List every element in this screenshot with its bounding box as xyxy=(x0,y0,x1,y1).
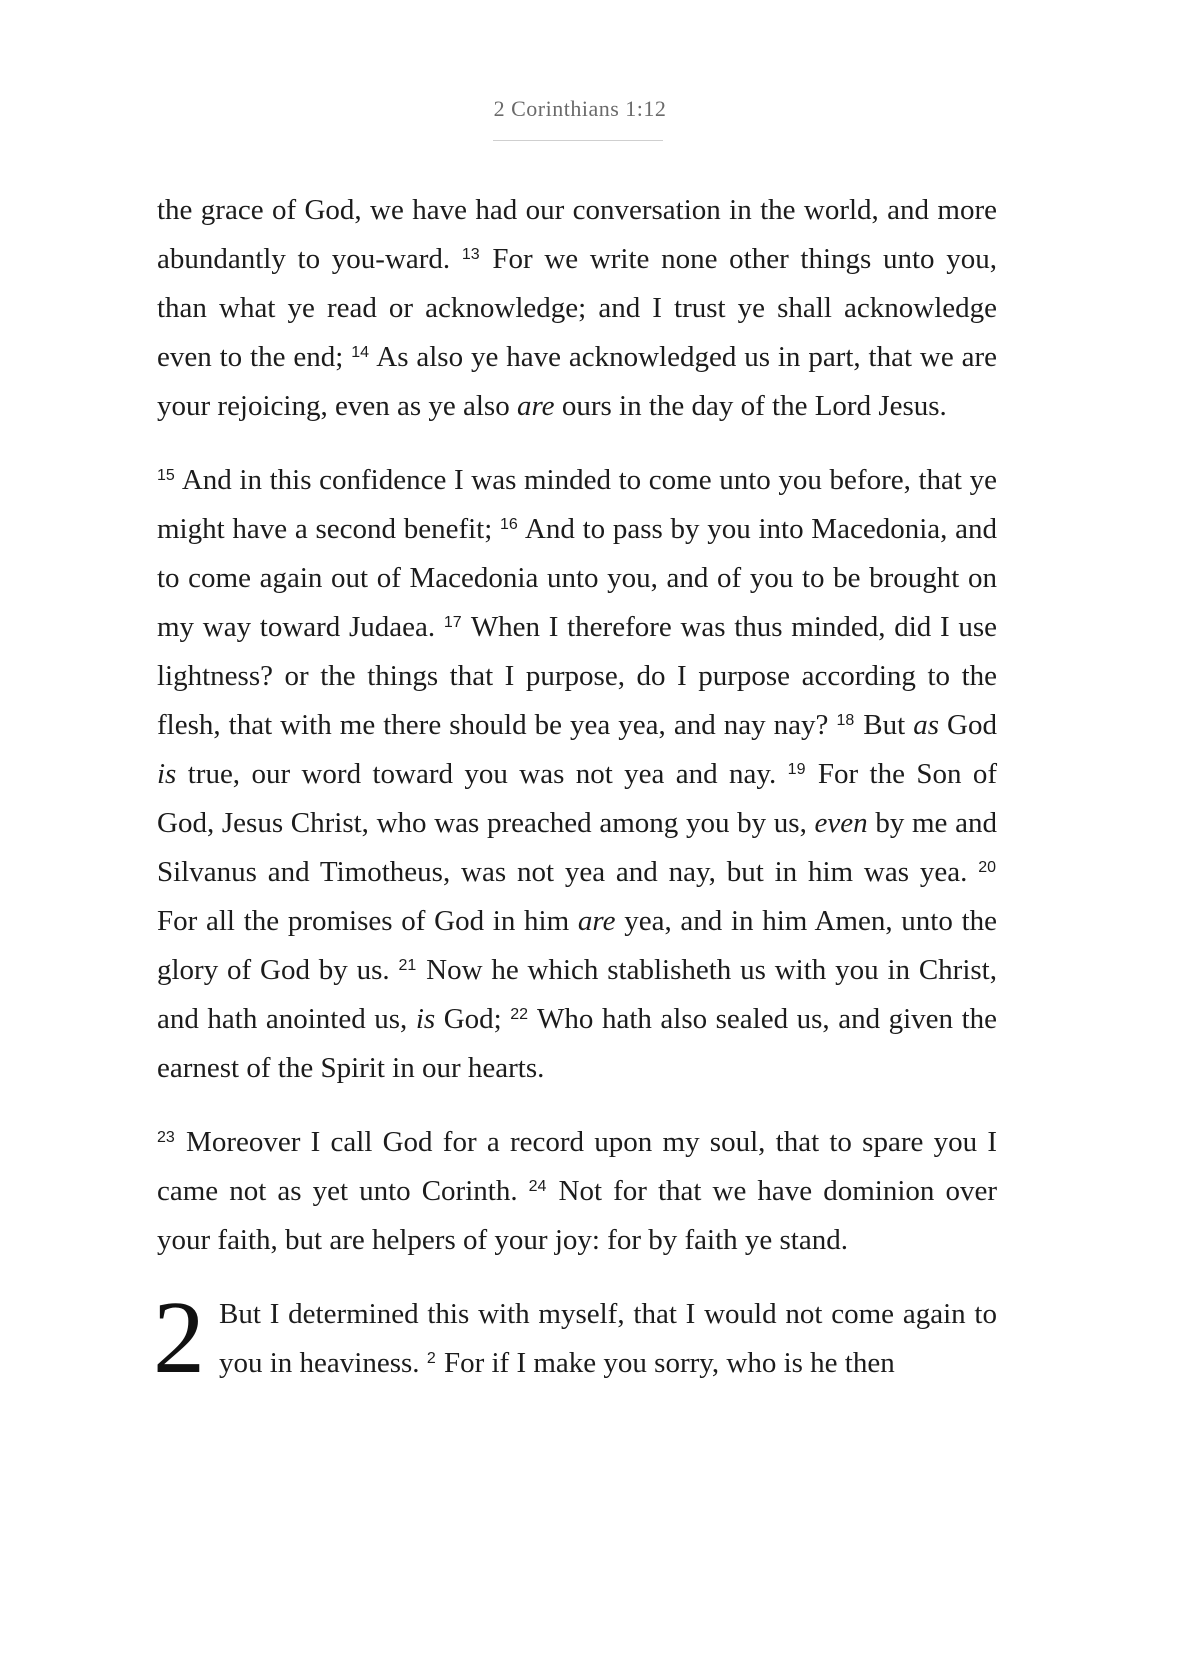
italic-word: is xyxy=(157,758,177,790)
chapter-2-opening xyxy=(153,1280,997,1395)
verse-text: yea, and in him Amen, unto the glory of God by us. xyxy=(157,905,998,986)
italic-word: as xyxy=(913,709,940,741)
chapter-number-drop-cap: 2 xyxy=(153,1280,205,1395)
verse-text: God xyxy=(939,709,997,741)
verse-number-21: 21 xyxy=(398,957,417,974)
verse-text: For if I make you sorry, who is he then xyxy=(436,1347,895,1379)
verse-number-20: 20 xyxy=(978,859,996,876)
verse-text: ours in the day of the Lord Jesus. xyxy=(554,390,947,422)
verse-number-22: 22 xyxy=(510,1006,529,1023)
paragraph-verses-23-24 xyxy=(157,1118,997,1265)
verse-number-17: 17 xyxy=(443,614,462,631)
verse-number-23: 23 xyxy=(157,1129,175,1146)
verse-number-14: 14 xyxy=(351,344,369,361)
verse-text: Now he which stablisheth us with you in Christ, and hath anointed us, xyxy=(157,954,997,1035)
verse-text: true, our word toward you was not yea and nay. xyxy=(176,758,788,790)
scripture-text xyxy=(153,186,998,1395)
verse-text: For we write none other things unto you, than what ye read or acknowledge; and I trust ye shall acknowledge even to the end; xyxy=(157,243,997,373)
verse-text: God; xyxy=(435,1003,511,1035)
verse-text: For the Son of God, Jesus Christ, who was preached among you by us, xyxy=(157,758,997,839)
italic-word: are xyxy=(577,905,616,937)
verse-number-19: 19 xyxy=(787,761,806,778)
paragraph-verses-15-22 xyxy=(157,456,997,1093)
italic-word: is xyxy=(415,1003,436,1035)
verse-number-13: 13 xyxy=(461,246,480,263)
italic-word: are xyxy=(516,390,555,422)
verse-number-24: 24 xyxy=(528,1178,547,1195)
verse-text: But xyxy=(855,709,914,741)
verse-text: by me and Silvanus and Timotheus, was not yea and nay, but in him was yea. xyxy=(157,807,997,888)
italic-word: even xyxy=(814,807,868,839)
verse-text: Moreover I call God for a record upon my soul, that to spare you I came not as yet unto Corinth. xyxy=(157,1126,997,1207)
verse-text: For all the promises of God in him xyxy=(157,905,578,937)
paragraph-verses-12-14 xyxy=(157,186,997,431)
verse-text: the grace of God, we have had our conversation in the world, and more abundantly to you-ward. xyxy=(157,194,997,275)
verse-text: But I determined this with myself, that I would not come again to you in heaviness. xyxy=(219,1298,997,1379)
verse-text: As also ye have acknowledged us in part, that we are your rejoicing, even as ye also xyxy=(157,341,997,422)
verse-number-15: 15 xyxy=(157,467,175,484)
running-header: 2 Corinthians 1:12 xyxy=(493,96,667,121)
verse-text: And in this confidence I was minded to come unto you before, that ye might have a second benefit; xyxy=(157,464,997,545)
verse-number-18: 18 xyxy=(836,712,855,729)
verse-text: Not for that we have dominion over your faith, but are helpers of your joy: for by faith ye stand. xyxy=(157,1175,997,1256)
verse-text: And to pass by you into Macedonia, and to come again out of Macedonia unto you, and of you to be brought on my way toward Judaea. xyxy=(157,513,997,643)
verse-number-16: 16 xyxy=(500,516,518,533)
verse-number-2: 2 xyxy=(426,1350,436,1367)
header-rule xyxy=(493,140,663,141)
verse-text: When I therefore was thus minded, did I use lightness? or the things that I purpose, do I purpose according to the flesh, that with me there should be yea yea, and nay nay? xyxy=(157,611,997,741)
verse-text: Who hath also sealed us, and given the earnest of the Spirit in our hearts. xyxy=(157,1003,997,1084)
